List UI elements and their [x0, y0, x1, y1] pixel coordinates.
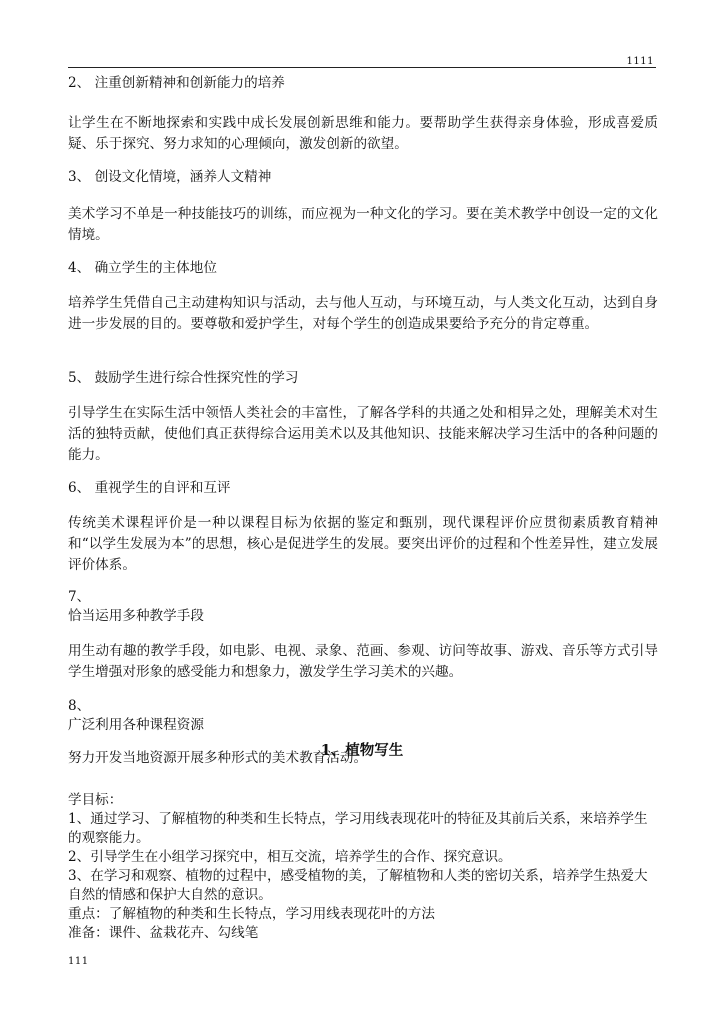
section-4-heading: 4、 确立学生的主体地位 [68, 260, 217, 276]
section-8-heading: 广泛利用各种课程资源 [68, 717, 204, 733]
section-7-heading: 恰当运用多种教学手段 [68, 608, 204, 624]
lesson-preparation: 准备：课件、盆栽花卉、勾线笔 [68, 925, 259, 941]
lesson-goals-label: 学目标： [68, 792, 123, 808]
header-page-number: 1111 [626, 56, 654, 67]
section-7-number: 7、 [68, 589, 91, 605]
lesson-key-points: 重点：了解植物的种类和生长特点，学习用线表现花叶的方法 [68, 906, 436, 922]
section-8-body: 努力开发当地资源开展多种形式的美术教育活动。 [68, 750, 368, 766]
lesson-goal-1: 1、通过学习、了解植物的种类和生长特点，学习用线表现花叶的特征及其前后关系，来培养学生的观察能力。 [68, 811, 648, 846]
section-5-heading: 5、 鼓励学生进行综合性探究性的学习 [68, 370, 299, 386]
section-8-number: 8、 [68, 698, 91, 714]
header-rule [68, 67, 656, 68]
lesson-title: 1、植物写生 [320, 742, 404, 759]
section-6-body: 传统美术课程评价是一种以课程目标为依据的鉴定和甄别，现代课程评价应贯彻素质教育精神和“以学生发展为本”的思想，核心是促进学生的发展。要突出评价的过程和个性差异性，建立发展评价体系。 [68, 515, 658, 573]
section-4-body: 培养学生凭借自己主动建构知识与活动，去与他人互动，与环境互动，与人类文化互动，达到自身进一步发展的目的。要尊敬和爱护学生，对每个学生的创造成果要给予充分的肯定尊重。 [68, 295, 658, 332]
section-6-heading: 6、 重视学生的自评和互评 [68, 480, 231, 496]
section-3-body: 美术学习不单是一种技能技巧的训练，而应视为一种文化的学习。要在美术教学中创设一定的文化情境。 [68, 206, 658, 243]
lesson-goal-2: 2、引导学生在小组学习探究中，相互交流，培养学生的合作、探究意识。 [68, 849, 512, 865]
section-2-body: 让学生在不断地探索和实践中成长发展创新思维和能力。要帮助学生获得亲身体验，形成喜爱质疑、乐于探究、努力求知的心理倾向，激发创新的欲望。 [68, 115, 658, 152]
section-3-heading: 3、 创设文化情境，涵养人文精神 [68, 169, 272, 185]
section-5-body: 引导学生在实际生活中领悟人类社会的丰富性，了解各学科的共通之处和相异之处，理解美术对生活的独特贡献，使他们真正获得综合运用美术以及其他知识、技能来解决学习生活中的各种问题的能力。 [68, 405, 658, 463]
section-2-heading: 2、 注重创新精神和创新能力的培养 [68, 75, 285, 91]
section-7-body: 用生动有趣的教学手段，如电影、电视、录象、范画、参观、访问等故事、游戏、音乐等方式引导学生增强对形象的感受能力和想象力，激发学生学习美术的兴趣。 [68, 643, 658, 680]
lesson-goal-3: 3、在学习和观察、植物的过程中，感受植物的美，了解植物和人类的密切关系，培养学生热爱大自然的情感和保护大自然的意识。 [68, 868, 648, 903]
footer-page-number: 111 [68, 956, 89, 967]
